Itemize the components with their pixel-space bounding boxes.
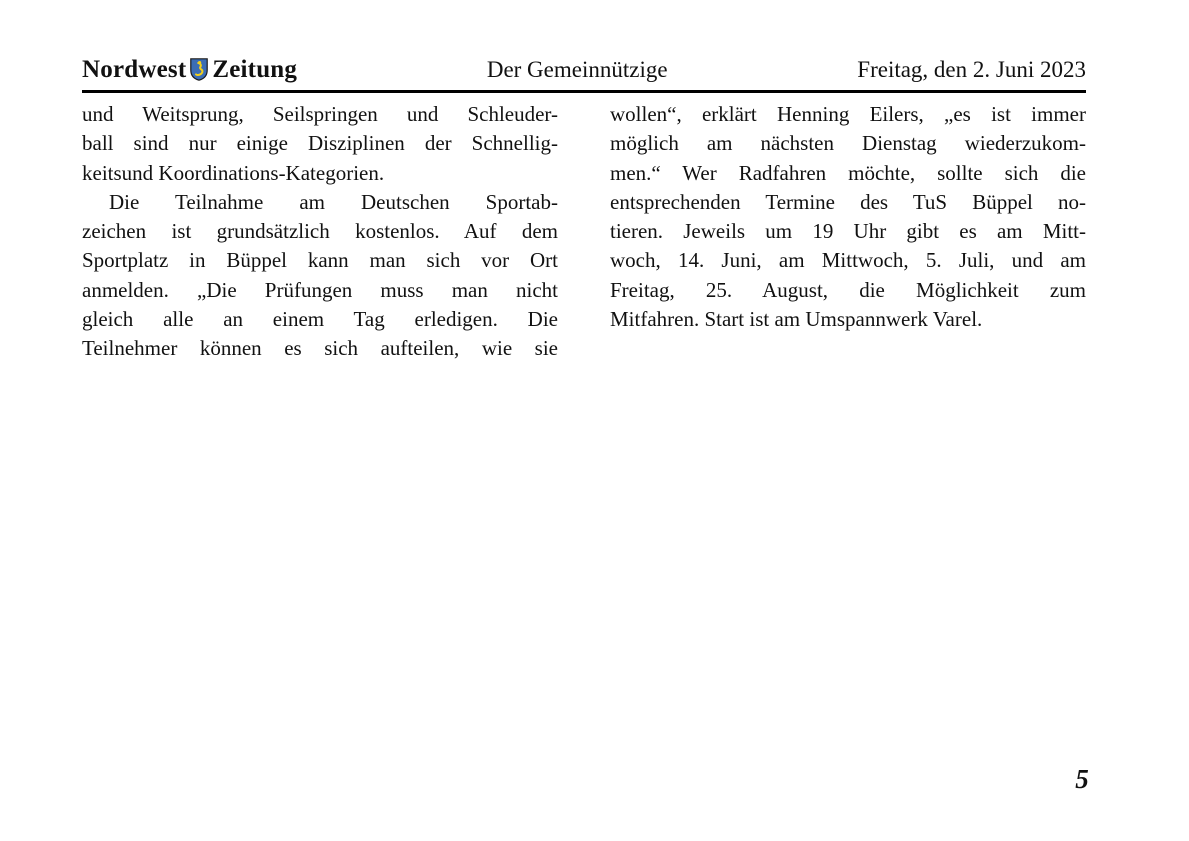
text-line: Die Teilnahme am Deutschen Sportab- <box>109 189 558 214</box>
text-line: woch, 14. Juni, am Mittwoch, 5. Juli, und am <box>610 248 1086 273</box>
text-line: und Weitsprung, Seilspringen und Schleuder- <box>82 102 558 126</box>
masthead <box>82 56 1086 93</box>
coat-of-arms-icon <box>190 58 208 81</box>
text-line: Sportplatz in Büppel kann man sich vor Ort <box>82 248 558 273</box>
brand-name-left: Nordwest <box>82 56 187 83</box>
crest-lion-head <box>198 61 201 64</box>
text-line: ball sind nur einige Disziplinen der Schnellig- <box>82 131 558 156</box>
text-line: keitsund Koordinations-Kategorien. <box>82 160 385 185</box>
text-line: entsprechenden Termine des TuS Büppel no- <box>610 189 1086 214</box>
text-line: gleich alle an einem Tag erledigen. Die <box>82 307 558 332</box>
paragraph <box>82 188 558 364</box>
text-line: men.“ Wer Radfahren möchte, sollte sich die <box>610 160 1086 185</box>
text-line: Teilnehmer können es sich aufteilen, wie sie <box>82 336 558 361</box>
text-line: tieren. Jeweils um 19 Uhr gibt es am Mitt- <box>610 219 1086 244</box>
text-line: möglich am nächsten Dienstag wiederzukom- <box>610 131 1086 156</box>
text-line: Freitag, 25. August, die Möglichkeit zum <box>610 277 1086 302</box>
text-column-right <box>610 100 1086 334</box>
edition-date: Freitag, den 2. Juni 2023 <box>857 57 1086 82</box>
text-column-left <box>82 100 558 364</box>
text-line: zeichen ist grundsätzlich kostenlos. Auf dem <box>82 219 558 244</box>
brand-name-right: Zeitung <box>212 56 298 83</box>
paragraph <box>82 100 558 188</box>
text-line: Mitfahren. Start ist am Umspannwerk Varel. <box>610 307 983 332</box>
text-line: wollen“, erklärt Henning Eilers, „es ist immer <box>610 102 1086 126</box>
edition-title: Der Gemeinnützige <box>486 57 668 82</box>
page-number: 5 <box>1075 764 1089 794</box>
text-line: anmelden. „Die Prüfungen muss man nicht <box>82 277 558 302</box>
paragraph <box>610 100 1086 334</box>
newspaper-brand <box>82 56 297 84</box>
